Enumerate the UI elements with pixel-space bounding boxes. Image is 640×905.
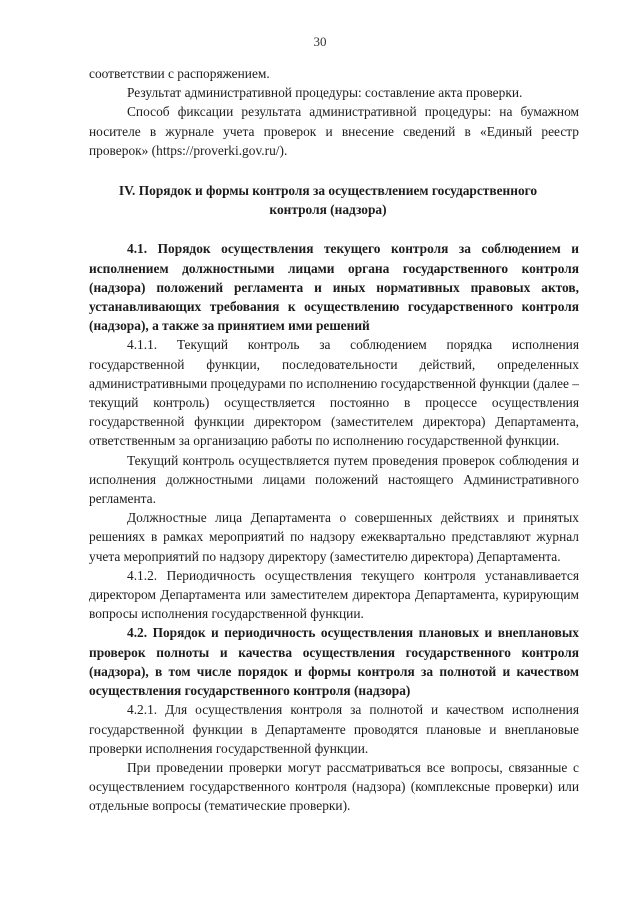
paragraph-accordance: соответствии с распоряжением. (89, 66, 270, 81)
paragraph-4-1-1: 4.1.1. Текущий контроль за соблюдением порядка исполнения государственной функции, последовательности действий, определенных административными процедурами по исполнению государственной функции (далее – текущий контроль) осуществляется постоянно в процессе осуществления государственной функции директором (заместителем директора) Департамента, ответственным за организацию работы по исполнению государственной функции. (89, 337, 579, 449)
paragraph-4-2-1: 4.2.1. Для осуществления контроля за полнотой и качеством исполнения государственной функции в Департаменте проводятся плановые и внеплановые проверки исполнения государственной функции. (89, 702, 579, 756)
paragraph-4-1-2: 4.1.2. Периодичность осуществления текущего контроля устанавливается директором Департамента или заместителем директора Департамента, курирующим вопросы исполнения государственной функции. (89, 567, 579, 622)
paragraph-officials-report: Должностные лица Департамента о совершенных действиях и принятых решениях в рамках мероприятий по надзору ежеквартально представляют журнал учета мероприятий по надзору директору (заместителю директора) Департамента. (89, 510, 579, 564)
subsection-4-2-heading: 4.2. Порядок и периодичность осуществления плановых и внеплановых проверок полноты и качества осуществления государственного контроля (надзора), в том числе порядок и формы контроля за полнотой и качеством осуществления государственного контроля (надзора) (89, 625, 579, 699)
section-iv-heading: IV. Порядок и формы контроля за осуществлением государственного контроля (надзора) (118, 183, 538, 218)
paragraph-procedure-result: Результат административной процедуры: составление акта проверки. (127, 85, 523, 101)
document-body (89, 64, 579, 816)
paragraph-inspection-questions: При проведении проверки могут рассматриваться все вопросы, связанные с осуществлением государственного контроля (надзора) (комплексные проверки) или отдельные вопросы (тематические проверки). (89, 759, 579, 814)
paragraph-fixation-method: Способ фиксации результата административной процедуры: на бумажном носителе в журнале учета проверок и внесение сведений в «Единый реестр проверок» (https://proverki.gov.ru/). (89, 104, 579, 158)
subsection-4-1-heading: 4.1. Порядок осуществления текущего контроля за соблюдением и исполнением должностными лицами органа государственного контроля (надзора) положений регламента и иных нормативных правовых актов, устанавливающих требования к осуществлению государственного контроля (надзора), а также за принятием ими решений (89, 241, 579, 334)
paragraph-current-control: Текущий контроль осуществляется путем проведения проверок соблюдения и исполнения должностными лицами положений настоящего Административного регламента. (89, 452, 579, 507)
page-number: 30 (313, 34, 327, 49)
